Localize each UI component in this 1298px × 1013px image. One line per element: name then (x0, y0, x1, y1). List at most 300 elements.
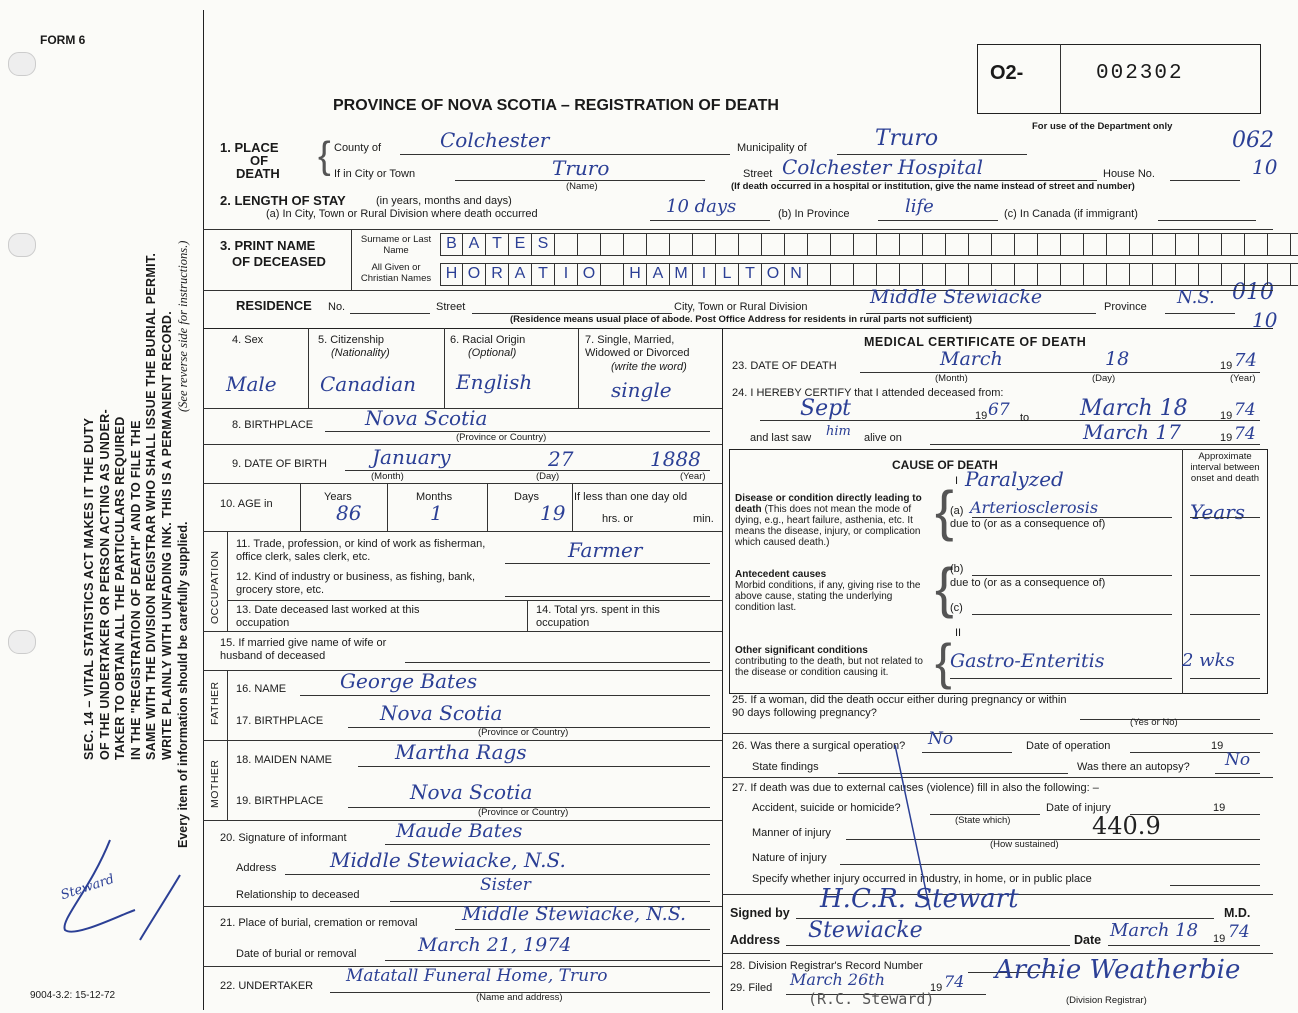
cause-a-consequence: due to (or as a consequence of) (950, 518, 1106, 530)
dob-day[interactable]: 27 (548, 447, 574, 471)
specify-label: Specify whether injury occurred in industry, in home, or in public place (752, 873, 1092, 885)
undertaker-label: 22. UNDERTAKER (220, 980, 314, 992)
trade-label: 11. Trade, profession, or kind of work as fisherman, office clerk, sales clerk, etc. (236, 538, 486, 563)
attended-from[interactable]: Sept (800, 396, 852, 421)
lastsaw-year[interactable]: 74 (1234, 424, 1256, 444)
institution-note: (If death occurred in a hospital or institution, give the name instead of street and number) (731, 181, 1135, 192)
letter-box[interactable] (739, 234, 762, 255)
signer-address-label: Address (730, 933, 781, 947)
informant-sig-value[interactable]: Maude Bates (396, 820, 523, 842)
certify-label: 24. I HEREBY CERTIFY that I attended deceased from: (732, 387, 1004, 399)
registrar-signature[interactable]: Archie Weatherbie (995, 955, 1241, 985)
letter-box[interactable] (624, 234, 647, 255)
letter-box[interactable] (808, 234, 831, 255)
lastsaw-year-prefix: 19 (1220, 432, 1233, 444)
dod-year[interactable]: 74 (1234, 350, 1257, 371)
other-interval[interactable]: 2 wks (1182, 650, 1235, 671)
row-divider (722, 733, 1273, 734)
mother-maiden-label: 18. MAIDEN NAME (236, 754, 332, 766)
letter-box[interactable] (1084, 234, 1107, 255)
residence-city-value[interactable]: Middle Stewiacke (870, 286, 1043, 308)
letter-box[interactable]: S (532, 234, 555, 255)
age-years-value[interactable]: 86 (336, 501, 362, 525)
letter-box[interactable] (1153, 264, 1176, 285)
cause-a-secondary[interactable]: Arteriosclerosis (970, 498, 1099, 517)
place-heading-of: OF (250, 153, 269, 168)
specify-line (1170, 885, 1260, 886)
letter-box[interactable] (992, 264, 1015, 285)
letter-box[interactable]: T (486, 234, 509, 255)
father-side-divider (227, 670, 228, 740)
registration-divider (1060, 44, 1061, 114)
binder-hole (8, 630, 36, 654)
interval-c-line (1190, 614, 1260, 615)
birthplace-value[interactable]: Nova Scotia (365, 406, 488, 430)
lastsaw-line (930, 444, 1260, 445)
other-brace: { (935, 634, 952, 690)
letter-box[interactable] (1268, 264, 1291, 285)
cause-a-interval[interactable]: Years (1190, 500, 1246, 524)
letter-box[interactable] (923, 264, 946, 285)
sign-date-line (1108, 945, 1260, 946)
letter-box[interactable] (1107, 264, 1130, 285)
dod-label: 23. DATE OF DEATH (732, 360, 837, 372)
surgery-question: 26. Was there a surgical operation? (732, 740, 906, 752)
city-value[interactable]: Truro (552, 156, 610, 180)
residence-city-label: City, Town or Rural Division (674, 301, 808, 313)
other-line (950, 678, 1172, 679)
dob-year-caption: (Year) (680, 471, 706, 482)
cell-divider (308, 328, 309, 408)
letter-box[interactable] (785, 234, 808, 255)
state-which-caption: (State which) (955, 815, 1011, 826)
letter-box[interactable]: I (693, 264, 716, 285)
cell-divider (572, 483, 573, 531)
injury-year-prefix: 19 (1213, 802, 1226, 814)
margin-note: Steward (59, 871, 117, 904)
other-interval-line (1190, 678, 1260, 679)
letter-box[interactable] (946, 234, 969, 255)
cause-b-label: (b) (950, 563, 964, 575)
name-heading-of: OF DECEASED (232, 254, 326, 269)
undertaker-caption: (Name and address) (476, 992, 563, 1003)
to-label: to (1020, 412, 1030, 424)
stay-note: (in years, months and days) (376, 195, 512, 207)
letter-box[interactable] (762, 234, 785, 255)
external-question: 27. If death was due to external causes (violence) fill in also the following: – (732, 782, 1099, 794)
sign-date-value[interactable]: March 18 (1110, 920, 1199, 941)
total-years-label: 14. Total yrs. spent in this occupation (536, 604, 660, 629)
letter-box[interactable]: R (486, 264, 509, 285)
interval-label: Approximate interval between onset and death (1190, 451, 1260, 484)
cause-a-primary[interactable]: Paralyzed (965, 467, 1064, 491)
filed-value[interactable]: March 26th (790, 970, 886, 989)
sign-year[interactable]: 74 (1228, 922, 1250, 942)
min-label: min. (693, 513, 714, 525)
autopsy-label: Was there an autopsy? (1077, 761, 1190, 773)
letter-box[interactable] (900, 264, 923, 285)
autopsy-value[interactable]: No (1225, 750, 1251, 770)
stay-a-line (650, 220, 770, 221)
letter-box[interactable]: O (578, 264, 601, 285)
sex-label: 4. Sex (232, 334, 264, 346)
interval-a-line (1190, 517, 1260, 518)
stay-heading: 2. LENGTH OF STAY (220, 193, 346, 208)
letter-box[interactable] (601, 234, 624, 255)
father-name-value[interactable]: George Bates (340, 669, 478, 693)
medical-title: MEDICAL CERTIFICATE OF DEATH (864, 335, 1087, 349)
informant-address-value[interactable]: Middle Stewiacke, N.S. (330, 848, 566, 872)
row-divider (722, 777, 1273, 778)
signed-value[interactable]: H.C.R. Stewart (820, 884, 1019, 914)
relationship-value[interactable]: Sister (480, 875, 531, 895)
spouse-label: 15. If married give name of wife or husband of deceased (220, 637, 387, 662)
letter-box[interactable] (900, 234, 923, 255)
cause-b-line (972, 575, 1172, 576)
mother-maiden-line (358, 766, 710, 767)
racial-sub: (Optional) (468, 347, 517, 359)
op-year-prefix: 19 (1211, 740, 1224, 752)
row-divider (203, 483, 722, 484)
cell-divider (387, 483, 388, 531)
margin-divider (203, 10, 204, 1010)
given-grid[interactable] (440, 263, 1298, 286)
dept-code: 10 (1252, 155, 1278, 179)
citizenship-label: 5. Citizenship (318, 334, 385, 346)
letter-box[interactable] (1153, 234, 1176, 255)
signer-address-line (786, 945, 1070, 946)
stay-a-label: (a) In City, Town or Rural Division where death occurred (266, 208, 538, 220)
spouse-line (405, 662, 710, 663)
letter-box[interactable] (831, 234, 854, 255)
letter-box[interactable] (1245, 264, 1268, 285)
letter-box[interactable]: E (509, 234, 532, 255)
lastsaw-pronoun[interactable]: him (826, 424, 851, 439)
letter-box[interactable] (578, 234, 601, 255)
residence-province-line (1165, 313, 1235, 314)
letter-box[interactable] (555, 234, 578, 255)
mother-side-divider (227, 740, 228, 820)
county-value[interactable]: Colchester (440, 128, 550, 152)
dod-line (860, 372, 1260, 373)
filed-label: 29. Filed (730, 982, 773, 994)
dod-day[interactable]: 18 (1105, 348, 1130, 370)
relationship-label: Relationship to deceased (236, 889, 360, 901)
trade-value[interactable]: Farmer (568, 538, 643, 562)
age-months-label: Months (416, 491, 453, 503)
dod-day-caption: (Day) (1092, 373, 1116, 384)
pregnancy-question: 25. If a woman, did the death occur either during pregnancy or within 90 days following pregnancy? (732, 694, 1067, 719)
age-months-value[interactable]: 1 (430, 501, 443, 525)
roman-two: II (955, 627, 962, 639)
letter-box[interactable] (969, 264, 992, 285)
letter-box[interactable] (1130, 264, 1153, 285)
residence-no-label: No. (328, 301, 346, 313)
letter-box[interactable]: A (509, 264, 532, 285)
alive-label: alive on (864, 432, 902, 444)
place-brace: { (318, 135, 331, 177)
filed-year-prefix: 19 (930, 982, 943, 994)
trade-line (505, 563, 710, 564)
father-side-label: FATHER (209, 681, 221, 725)
letter-box[interactable] (877, 234, 900, 255)
letter-box[interactable] (1268, 234, 1291, 255)
mother-caption: (Province or Country) (478, 807, 569, 818)
age-days-label: Days (514, 491, 540, 503)
name-caption: (Name) (566, 181, 598, 192)
informant-address-label: Address (236, 862, 277, 874)
street-label: Street (743, 168, 773, 180)
undertaker-value[interactable]: Matatall Funeral Home, Truro (346, 966, 608, 986)
letter-box[interactable] (1015, 264, 1038, 285)
age-days-value[interactable]: 19 (540, 501, 566, 525)
letter-box[interactable]: O (762, 264, 785, 285)
letter-box[interactable] (1130, 234, 1153, 255)
marital-label: 7. Single, Married, Widowed or Divorced (585, 334, 690, 359)
house-label: House No. (1103, 168, 1155, 180)
residence-province-value[interactable]: N.S. (1177, 287, 1215, 308)
letter-box[interactable]: I (555, 264, 578, 285)
mother-side-label: MOTHER (209, 759, 221, 808)
letter-box[interactable] (1176, 234, 1199, 255)
reverse-instruction: (See reverse side for instructions.) (176, 240, 190, 412)
surname-label: Surname or Last Name (360, 234, 432, 256)
mother-maiden-value[interactable]: Martha Rags (395, 740, 527, 764)
letter-box[interactable]: A (463, 234, 486, 255)
municipality-value[interactable]: Truro (875, 126, 939, 151)
letter-box[interactable] (877, 264, 900, 285)
given-label: All Given or Christian Names (360, 262, 432, 284)
birthplace-label: 8. BIRTHPLACE (232, 419, 314, 431)
dob-year[interactable]: 1888 (650, 447, 701, 471)
letter-box[interactable] (1245, 234, 1268, 255)
roman-one: I (955, 475, 959, 487)
statute-text: SEC. 14 – VITAL STATISTICS ACT MAKES IT THE DUTY OF THE UNDERTAKER OR PERSON ACTING AS UNDER- TAKER TO OBTAIN ALL THE PARTICULARS REQUIRED IN THE "REGISTRATION OF DEATH" AND TO FILE THE SAME WITH THE DIVISION REGISTRAR WHO SHALL ISSUE THE BURIAL PERMIT. WRITE PLAINLY WITH UNFADING INK. THIS IS A PERMANENT RECORD. (82, 252, 174, 760)
letter-box[interactable]: B (440, 234, 463, 255)
residence-label: RESIDENCE (236, 298, 312, 313)
municipality-label: Municipality of (737, 142, 807, 154)
form-label: FORM 6 (40, 33, 86, 47)
name-label-divider (351, 229, 352, 290)
city-label: If in City or Town (334, 168, 416, 180)
cause-title: CAUSE OF DEATH (892, 458, 998, 472)
letter-box[interactable] (1222, 234, 1245, 255)
how-sustained-caption: (How sustained) (990, 839, 1059, 850)
letter-box[interactable] (670, 234, 693, 255)
stay-b-label: (b) In Province (778, 208, 850, 220)
name-heading: 3. PRINT NAME (220, 238, 316, 253)
dob-day-caption: (Day) (536, 471, 560, 482)
attended-to-year[interactable]: 74 (1234, 400, 1256, 420)
antecedent-brace: { (935, 556, 954, 619)
attended-from-year[interactable]: 67 (988, 400, 1010, 420)
industry-label: 12. Kind of industry or business, as fishing, bank, grocery store, etc. (236, 571, 476, 596)
letter-box[interactable] (693, 234, 716, 255)
letter-box[interactable]: M (670, 264, 693, 285)
father-name-label: 16. NAME (236, 683, 287, 695)
lastworked-label: 13. Date deceased last worked at this occupation (236, 604, 420, 629)
birthplace-caption: (Province or Country) (456, 432, 547, 443)
filed-year[interactable]: 74 (944, 972, 965, 991)
other-condition[interactable]: Gastro-Enteritis (950, 650, 1105, 672)
other-label: Other significant conditions contributing to the death, but not related to the disease or condition causing it. (735, 645, 923, 678)
signed-label: Signed by (730, 906, 790, 920)
cause-code: 440.9 (1092, 812, 1161, 840)
informant-sig-line (385, 844, 710, 845)
letter-box[interactable] (1061, 264, 1084, 285)
letter-box[interactable] (1222, 264, 1245, 285)
letter-box[interactable]: N (785, 264, 808, 285)
nature-label: Nature of injury (752, 852, 827, 864)
letter-box[interactable] (1061, 234, 1084, 255)
street-value[interactable]: Colchester Hospital (782, 155, 984, 179)
registrar-caption: (Division Registrar) (1066, 995, 1147, 1006)
name-section-bottom (203, 290, 1273, 291)
manner-label: Manner of injury (752, 827, 831, 839)
cause-c-line (972, 614, 1172, 615)
residence-note: (Residence means usual place of abode. Post Office Address for residents in rural parts not sufficient) (510, 314, 973, 325)
letter-box[interactable] (1038, 234, 1061, 255)
industry-line (505, 596, 710, 597)
letter-box[interactable]: L (716, 264, 739, 285)
dod-month[interactable]: March (940, 348, 1003, 370)
binder-hole (8, 52, 36, 76)
letter-box[interactable] (647, 234, 670, 255)
burial-place-value[interactable]: Middle Stewiacke, N.S. (462, 903, 687, 925)
burial-date-value[interactable]: March 21, 1974 (418, 934, 572, 956)
letter-box[interactable] (969, 234, 992, 255)
sign-date-label: Date (1074, 933, 1102, 947)
attended-to[interactable]: March 18 (1080, 396, 1188, 421)
autopsy-line (1215, 773, 1260, 774)
father-birthplace-value[interactable]: Nova Scotia (380, 701, 503, 725)
marital-value[interactable]: single (611, 378, 672, 402)
dob-label: 9. DATE OF BIRTH (232, 458, 327, 470)
letter-box[interactable] (992, 234, 1015, 255)
letter-box[interactable] (1107, 234, 1130, 255)
state-findings-label: State findings (752, 761, 819, 773)
registration-number: 002302 (1096, 62, 1184, 85)
letter-box[interactable] (1038, 264, 1061, 285)
letter-box[interactable]: H (440, 264, 463, 285)
letter-box[interactable] (1291, 234, 1298, 255)
burial-place-label: 21. Place of burial, cremation or removal (220, 917, 418, 929)
main-section-top (203, 328, 1273, 329)
lastsaw-label: and last saw (750, 432, 812, 444)
letter-box[interactable] (1291, 264, 1298, 285)
injury-date-label: Date of injury (1046, 802, 1111, 814)
dept-code: 062 (1232, 128, 1274, 153)
cell-divider (444, 328, 445, 408)
letter-box[interactable] (1199, 234, 1222, 255)
letter-box[interactable] (1084, 264, 1107, 285)
stay-a-value[interactable]: 10 days (666, 196, 737, 217)
residence-no-line (350, 313, 430, 314)
dod-month-caption: (Month) (935, 373, 968, 384)
age-label: 10. AGE in (220, 498, 273, 510)
yes-no-caption: (Yes or No) (1130, 717, 1178, 728)
row-divider (722, 953, 1273, 954)
medical-divider (722, 328, 723, 1010)
letter-box[interactable]: T (739, 264, 762, 285)
sex-value[interactable]: Male (226, 372, 277, 396)
house-line (1170, 180, 1240, 181)
letter-box[interactable]: H (624, 264, 647, 285)
letter-box[interactable] (831, 264, 854, 285)
sign-year-prefix: 19 (1213, 933, 1226, 945)
antecedent-label: Antecedent causes Morbid conditions, if any, giving rise to the above cause, stating the underlying condition last. (735, 569, 921, 613)
dept-use-label: For use of the Department only (1032, 121, 1173, 132)
row-divider (203, 531, 722, 532)
margin-signature (40, 820, 190, 950)
letter-box[interactable] (1015, 234, 1038, 255)
citizenship-sub: (Nationality) (331, 347, 390, 359)
lastsaw-date[interactable]: March 17 (1083, 420, 1181, 444)
letter-box[interactable]: O (463, 264, 486, 285)
dod-year-caption: (Year) (1230, 373, 1256, 384)
letter-box[interactable] (1176, 264, 1199, 285)
form-title: PROVINCE OF NOVA SCOTIA – REGISTRATION OF DEATH (333, 97, 779, 114)
signer-address-value[interactable]: Stewiacke (808, 918, 923, 943)
row-divider (203, 631, 722, 632)
binder-hole (8, 233, 36, 257)
burial-date-line (385, 960, 710, 961)
occupation-side-label: OCCUPATION (209, 550, 221, 624)
registration-prefix: O2- (990, 62, 1024, 84)
dob-month-caption: (Month) (371, 471, 404, 482)
informant-sig-label: 20. Signature of informant (220, 832, 347, 844)
citizenship-value[interactable]: Canadian (320, 372, 417, 396)
dept-code: 010 (1232, 280, 1274, 305)
letter-box[interactable]: A (647, 264, 670, 285)
burial-date-label: Date of burial or removal (236, 948, 357, 960)
racial-value[interactable]: English (456, 370, 533, 394)
letter-box[interactable] (601, 264, 624, 285)
cause-c-label: (c) (950, 602, 963, 614)
record-number-label: 28. Division Registrar's Record Number (730, 960, 923, 972)
letter-box[interactable] (854, 234, 877, 255)
op-date-label: Date of operation (1026, 740, 1111, 752)
letter-box[interactable] (923, 234, 946, 255)
father-name-line (300, 695, 710, 696)
hrs-label: hrs. or (602, 513, 634, 525)
place-heading: 1. PLACE (220, 140, 279, 155)
stay-b-value[interactable]: life (905, 196, 934, 217)
surname-grid[interactable] (440, 233, 1298, 256)
letter-box[interactable] (1199, 264, 1222, 285)
letter-box[interactable] (808, 264, 831, 285)
accident-label: Accident, suicide or homicide? (752, 802, 901, 814)
dod-year-prefix: 19 (1220, 360, 1233, 372)
letter-box[interactable]: T (532, 264, 555, 285)
residence-province-label: Province (1104, 301, 1147, 313)
mother-birthplace-value[interactable]: Nova Scotia (410, 780, 533, 804)
direct-brace: { (935, 479, 954, 542)
age-less-label: If less than one day old (574, 491, 688, 503)
surgery-value[interactable]: No (928, 729, 954, 749)
racial-label: 6. Racial Origin (450, 334, 526, 346)
cell-divider (300, 483, 301, 531)
md-label: M.D. (1224, 906, 1251, 920)
letter-box[interactable] (716, 234, 739, 255)
letter-box[interactable] (854, 264, 877, 285)
cell-divider (578, 328, 579, 408)
marital-sub: (write the word) (611, 361, 687, 373)
letter-box[interactable] (946, 264, 969, 285)
cause-b-consequence: due to (or as a consequence of) (950, 577, 1106, 589)
dob-month[interactable]: January (372, 445, 451, 469)
direct-label: Disease or condition directly leading to death (This does not mean the mode of dying, e.g., heart failure, asthenia, etc. It means the disease, injury, or complication which caused death.) (735, 493, 922, 548)
